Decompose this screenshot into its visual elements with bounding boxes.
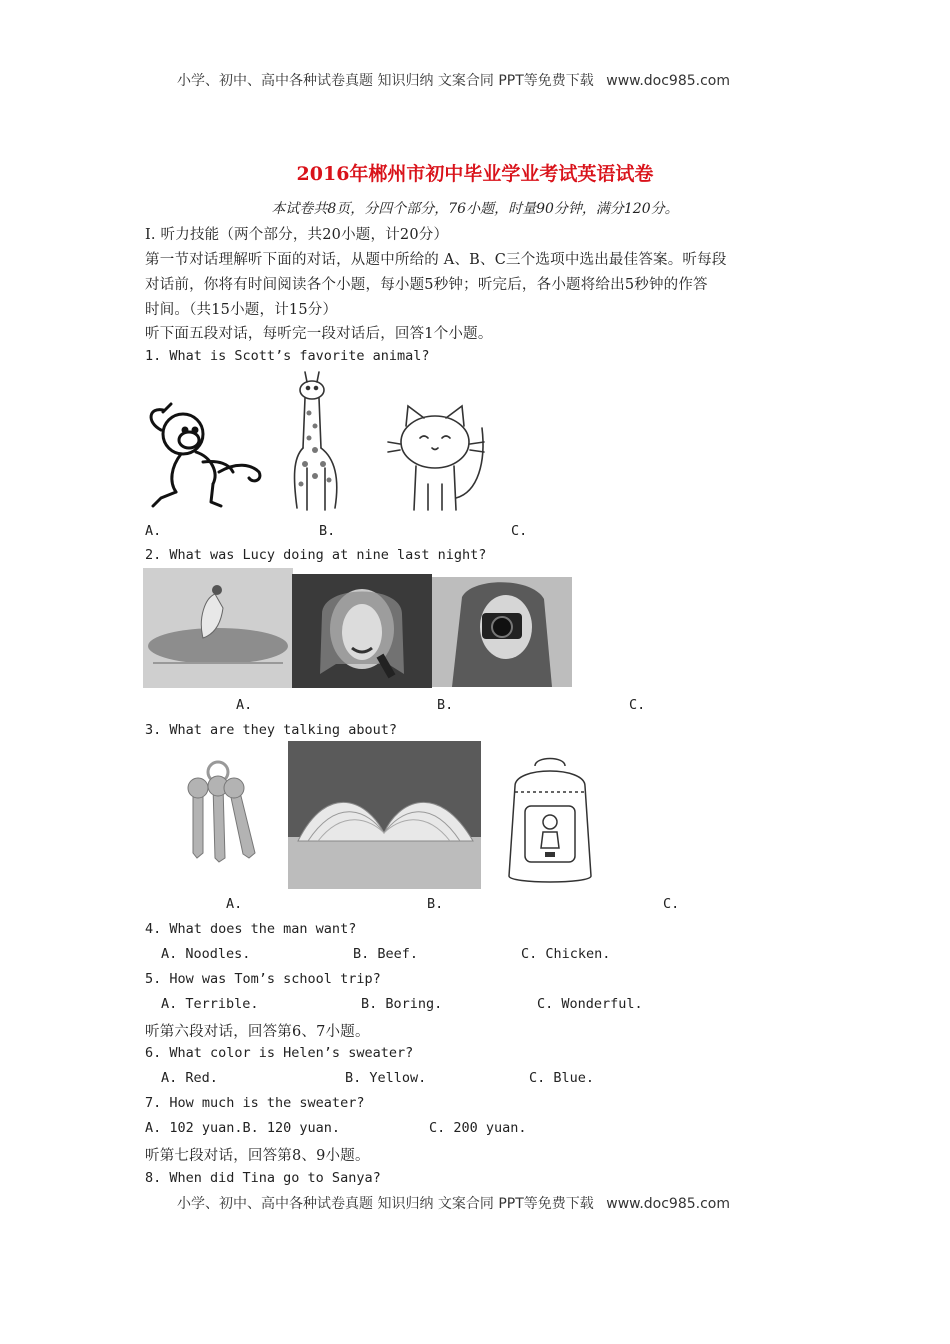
q3-option-b[interactable]: B. [427,896,444,912]
q3-option-a[interactable]: A. [226,896,243,912]
q1-option-b[interactable]: B. [319,523,336,539]
giraffe-image [285,368,349,516]
question-7: 7. How much is the sweater? [145,1095,365,1111]
q5-option-b[interactable]: B. Boring. [361,996,443,1012]
dancer-photo [143,568,293,688]
footer-text: 小学、初中、高中各种试卷真题 知识归纳 文案合同 PPT等免费下载 [177,1196,594,1212]
q5-option-a[interactable]: A. Terrible. [161,996,259,1012]
instruction-dialog-6: 听第六段对话，回答第6、7小题。 [145,1024,370,1040]
page-footer [177,1193,730,1213]
instruction-dialog-7: 听第七段对话，回答第8、9小题。 [145,1148,370,1164]
q5-option-c[interactable]: C. Wonderful. [537,996,643,1012]
q6-option-a[interactable]: A. Red. [161,1070,218,1086]
part-one-heading: I. 听力技能（两个部分，共20小题，计20分） [145,227,449,243]
section-one-line-3: 时间。（共15小题，计15分） [145,302,338,318]
q4-option-c[interactable]: C. Chicken. [521,946,611,962]
page-header [177,70,730,90]
header-text: 小学、初中、高中各种试卷真题 知识归纳 文案合同 PPT等免费下载 [177,73,594,89]
q3-option-c[interactable]: C. [663,896,680,912]
question-6: 6. What color is Helen’s sweater? [145,1045,414,1061]
footer-site-link[interactable]: www.doc985.com [606,1196,730,1212]
singer-photo [292,574,432,688]
instruction-dialogs-1-5: 听下面五段对话，每听完一段对话后，回答1个小题。 [145,326,493,342]
exam-subtitle: 本试卷共8页，分四个部分，76小题，时量90分钟，满分120分。 [271,201,679,217]
question-2: 2. What was Lucy doing at nine last night? [145,547,487,563]
question-8: 8. When did Tina go to Sanya? [145,1170,381,1186]
q6-option-b[interactable]: B. Yellow. [345,1070,427,1086]
book-photo [288,741,481,889]
backpack-image [495,756,605,888]
q2-option-b[interactable]: B. [437,697,454,713]
question-4: 4. What does the man want? [145,921,357,937]
question-1: 1. What is Scott’s favorite animal? [145,348,430,364]
q7-options-a-b[interactable]: A. 102 yuan.B. 120 yuan. [145,1120,341,1136]
section-one-line-2: 对话前，你将有时间阅读各个小题，每小题5秒钟；听完后，各小题将给出5秒钟的作答 [145,277,708,293]
q4-option-a[interactable]: A. Noodles. [161,946,251,962]
header-site-link[interactable]: www.doc985.com [606,73,730,89]
question-5: 5. How was Tom’s school trip? [145,971,381,987]
keys-image [163,758,273,868]
photographer-photo [432,577,572,687]
exam-title: 2016年郴州市初中毕业学业考试英语试卷 [296,163,654,185]
q1-option-a[interactable]: A. [145,523,162,539]
q6-option-c[interactable]: C. Blue. [529,1070,595,1086]
cat-image [386,402,498,514]
q2-option-a[interactable]: A. [236,697,253,713]
q7-option-c[interactable]: C. 200 yuan. [429,1120,527,1136]
q2-option-c[interactable]: C. [629,697,646,713]
monkey-image [141,402,266,514]
section-one-line-1: 第一节对话理解听下面的对话，从题中所给的 A、B、C三个选项中选出最佳答案。听每段 [145,252,727,268]
q4-option-b[interactable]: B. Beef. [353,946,419,962]
question-3: 3. What are they talking about? [145,722,397,738]
q1-option-c[interactable]: C. [511,523,528,539]
